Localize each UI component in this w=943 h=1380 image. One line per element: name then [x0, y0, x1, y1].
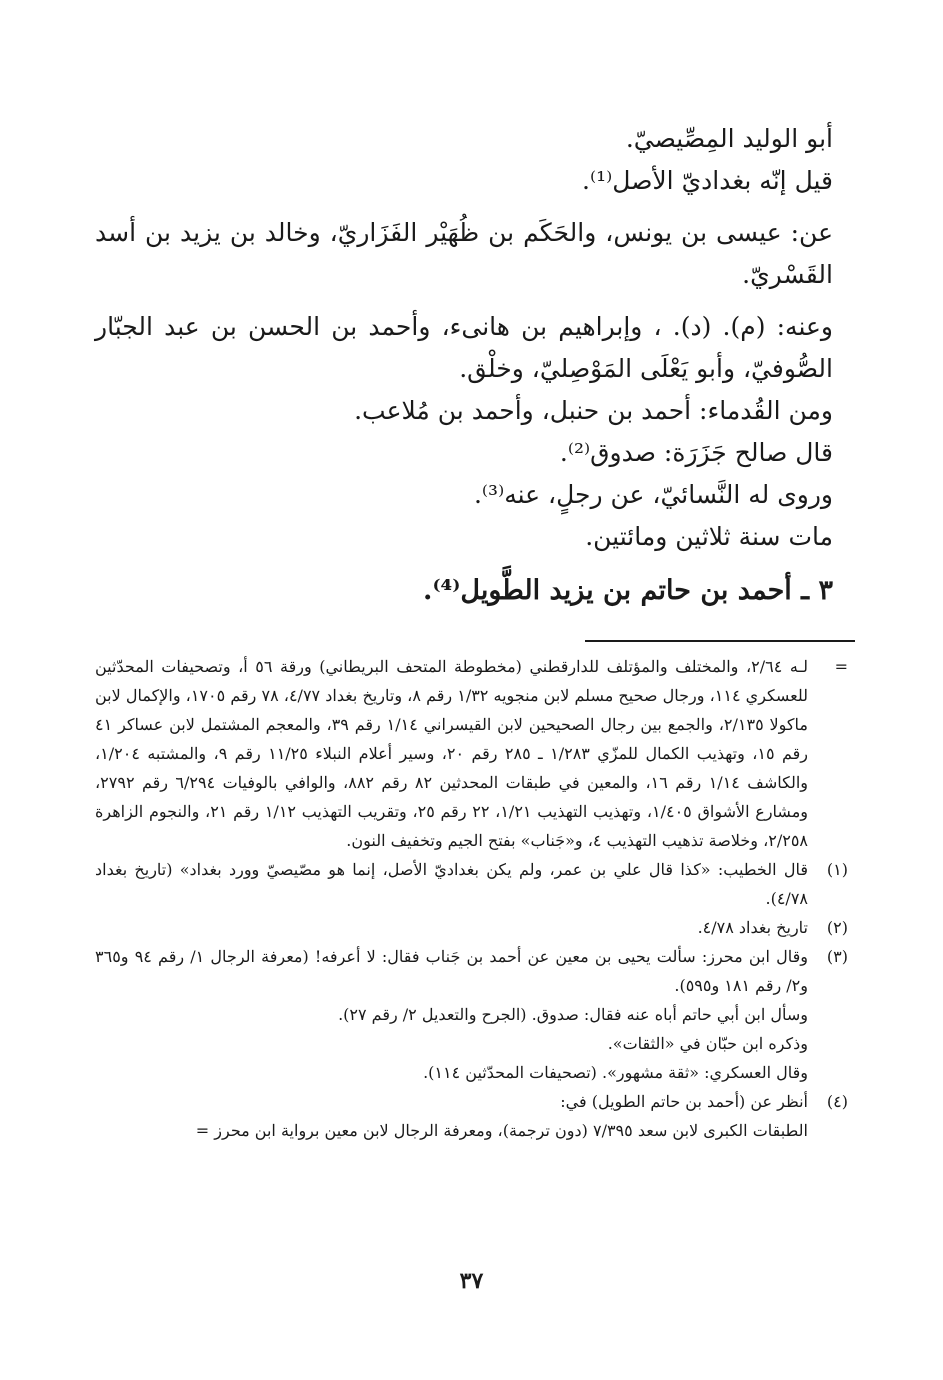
footnote-text: الطبقات الكبرى لابن سعد ٧/٣٩٥ (دون ترجمة)، ومعرفة الرجال لابن معين برواية ابن محرز =	[195, 1121, 808, 1140]
main-text	[95, 118, 833, 612]
footnotes	[95, 652, 848, 1145]
footnote-3	[95, 942, 848, 1000]
footnote-text: لـه ٢/٦٤، والمختلف والمؤتلف للدارقطني (مخطوطة المتحف البريطاني) ورقة ٥٦ أ، وتصحيفات المحدّثين للعسكري ١١٤، ورجال صحيح مسلم لابن منجويه ١/٣٢ رقم ٨، وتاريخ بغداد ٤/٧٧، ٧٨ رقم ١٧٠٥، والإكمال لابن ماكولا ٢/١٣٥، والجمع بين رجال الصحيحين لابن القيسراني ١/١٤ رقم ٣٩، والمعجم المشتمل لابن عساكر ٤١ رقم ١٥، وتهذيب الكمال للمزّي ١/٢٨٣ ـ ٢٨٥ رقم ٢٠، وسير أعلام النبلاء ١١/٢٥ رقم ٩، والمشتبه ١/٢٠٤، والكاشف ١/١٤ رقم ١٦، والمعين في طبقات المحدثين ٨٢ رقم ٨٨٢، والوافي بالوفيات ٦/٢٩٤ رقم ٢٧٩٢، ومشارع الأشواق ١/٤٠٥، وتهذيب التهذيب ١/٢١، ٢٢ رقم ٢٥، وتقريب التهذيب ١/١٢ رقم ٢١، والنجوم الزاهرة ٢/٢٥٨، وخلاصة تذهيب التهذيب ٤، و«جَناب» بفتح الجيم وتخفيف النون.	[95, 657, 809, 850]
footnote-4	[95, 1087, 848, 1116]
footnote-3-line: وذكره ابن حبّان في «الثقات».	[607, 1034, 808, 1053]
footnote-1	[95, 855, 848, 913]
footnote-3-line: وسأل ابن أبي حاتم أباه عنه فقال: صدوق. (الجرح والتعديل ٢/ رقم ٢٧).	[338, 1005, 808, 1024]
footnote-marker: (٤)	[826, 1092, 848, 1111]
text-line: ومن القُدماء: أحمد بن حنبل، وأحمد بن مُلاعب.	[354, 396, 833, 425]
footnote-marker: (٢)	[826, 918, 848, 937]
footnote-marker: (١)	[826, 860, 848, 879]
footnote-text: قال الخطيب: «كذا قال علي بن عمر، ولم يكن بغداديّ الأصل، إنما هو مصّيصيّ وورد بغداد» (تاريخ بغداد ٤/٧٨).	[95, 860, 808, 908]
text-line: وروى له النَّسائيّ، عن رجلٍ، عنه⁽³⁾.	[473, 480, 833, 509]
footnote-3-line: وقال العسكري: «ثقة مشهور». (تصحيفات المحدّثين ١١٤).	[423, 1063, 808, 1082]
page-number: ٣٧	[459, 1268, 484, 1294]
text-line: مات سنة ثلاثين ومائتين.	[585, 522, 833, 551]
footnote-2	[95, 913, 848, 942]
text-line: أبو الوليد المِصِّيصيّ.	[625, 124, 833, 153]
footnote-marker: =	[834, 657, 848, 676]
entry-heading: ٣ ـ أحمد بن حاتم بن يزيد الطَّويل⁽⁴⁾.	[423, 575, 833, 606]
footnote-text: أنظر عن (أحمد بن حاتم الطويل) في:	[560, 1092, 808, 1111]
text-line: قيل إنّه بغداديّ الأصل⁽¹⁾.	[582, 166, 833, 195]
text-line: قال صالح جَزَرَة: صدوق⁽²⁾.	[559, 438, 833, 467]
footnote-text: تاريخ بغداد ٤/٧٨.	[697, 918, 808, 937]
students-paragraph: وعنه: (م). (د). ، وإبراهيم بن هانىء، وأحمد بن الحسن بن عبد الجبّار الصُّوفيّ، وأبو يَعْلَى المَوْصِليّ، وخلْق.	[95, 312, 833, 383]
footnote-continuation	[95, 652, 848, 855]
footnote-divider	[585, 640, 855, 642]
footnote-4-line	[95, 1116, 848, 1145]
footnote-text: وقال ابن محرز: سألت يحيى بن معين عن أحمد بن جَناب فقال: لا أعرفه! (معرفة الرجال ١/ رقم ٩٤ و٣٦٥ و٢/ رقم ١٨١ و٥٩٥).	[95, 947, 808, 995]
teachers-paragraph: عن: عيسى بن يونس، والحَكَم بن ظُهَيْر الفَزَاريّ، وخالد بن يزيد بن أسد القَسْريّ.	[95, 218, 833, 289]
footnote-marker: (٣)	[826, 947, 848, 966]
